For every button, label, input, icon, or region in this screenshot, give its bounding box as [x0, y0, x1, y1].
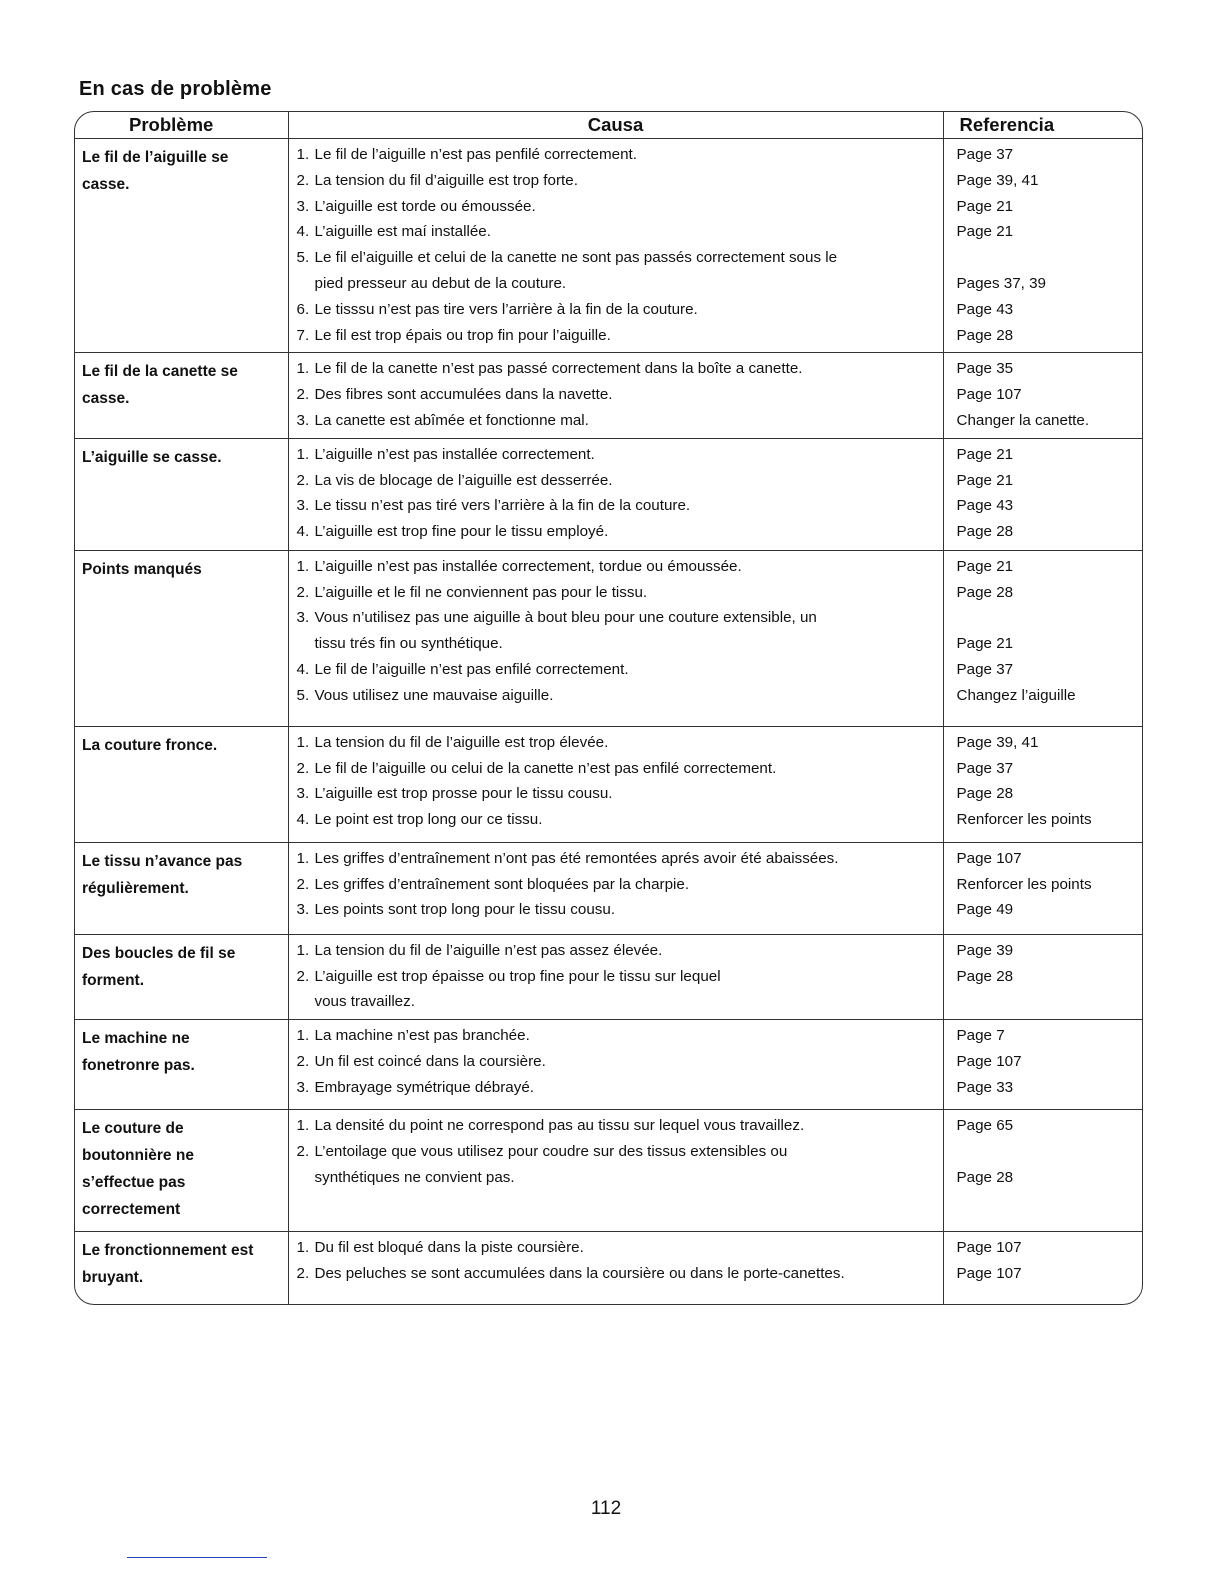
- problem-cell: [75, 139, 288, 353]
- cause-item: [297, 323, 939, 349]
- cause-cell: [288, 1232, 943, 1304]
- header-reference: Referencia: [943, 112, 1142, 139]
- cause-text: Les griffes d’entraînement n’ont pas été remontées aprés avoir été abaissées.: [314, 849, 839, 867]
- cause-text: L’aiguille n’est pas installée correctement.: [314, 445, 595, 463]
- cause-item: [297, 1049, 939, 1075]
- reference-item: Page 21: [956, 197, 1014, 215]
- cause-text: La canette est abîmée et fonctionne mal.: [314, 411, 589, 429]
- cause-text: L’aiguille est torde ou émoussée.: [314, 197, 536, 215]
- cause-item: [297, 781, 939, 807]
- reference-item: Page 37: [956, 759, 1014, 777]
- reference-item: Renforcer les points: [956, 811, 1092, 829]
- cause-number: 4.: [296, 660, 310, 678]
- cause-text: La densité du point ne correspond pas au tissu sur lequel vous travaillez.: [314, 1117, 805, 1135]
- cause-item: [297, 1235, 939, 1261]
- problem-cell: [75, 1020, 288, 1110]
- reference-item: Page 107: [956, 386, 1022, 404]
- cause-number: 3.: [296, 411, 310, 429]
- problem-cell: [75, 842, 288, 934]
- reference-item: Page 37: [956, 146, 1014, 163]
- problem-label: L’aiguille se casse.: [82, 448, 222, 466]
- table-row: [75, 139, 1142, 353]
- reference-item: Page 43: [956, 300, 1014, 318]
- reference-item: Page 107: [956, 849, 1022, 867]
- cause-text: L’aiguille est maí installée.: [314, 223, 491, 241]
- cause-number: 2.: [296, 1264, 310, 1282]
- cause-text: Le fil de la canette n’est pas passé correctement dans la boîte a canette.: [314, 360, 803, 378]
- reference-cell: [943, 139, 1142, 353]
- problem-label: Points manqués: [82, 560, 202, 578]
- cause-item: [297, 519, 939, 545]
- cause-number: 1.: [296, 1117, 310, 1135]
- cause-item: [297, 468, 939, 494]
- reference-item: Page 39, 41: [956, 733, 1039, 751]
- header-cause: Causa: [288, 112, 943, 139]
- cause-text: Embrayage symétrique débrayé.: [314, 1078, 534, 1096]
- reference-item: Page 49: [956, 901, 1014, 919]
- reference-item: Changer la canette.: [956, 411, 1090, 429]
- problem-label: Le fronctionnement est bruyant.: [82, 1242, 254, 1287]
- table-row: [75, 726, 1142, 842]
- reference-item: Page 107: [956, 1239, 1022, 1257]
- cause-text: Les griffes d’entraînement sont bloquées par la charpie.: [314, 875, 690, 893]
- cause-text: Le fil est trop épais ou trop fin pour l’aiguille.: [314, 326, 611, 344]
- problem-cell: [75, 438, 288, 550]
- cause-text: La tension du fil de l’aiguille est trop élevée.: [314, 733, 609, 751]
- page-number: 112: [590, 1498, 622, 1519]
- table-row: [75, 934, 1142, 1019]
- cause-cell: [288, 1020, 943, 1110]
- cause-item: [297, 846, 939, 872]
- reference-item: Page 107: [956, 1264, 1022, 1282]
- troubleshooting-table: [74, 111, 1143, 1305]
- reference-cell: [943, 353, 1142, 438]
- cause-text: L’aiguille et le fil ne conviennent pas pour le tissu.: [314, 583, 648, 601]
- reference-cell: [943, 550, 1142, 726]
- cause-item: [297, 554, 939, 580]
- cause-number: 6.: [296, 300, 310, 318]
- cause-item: [297, 872, 939, 898]
- cause-text: L’aiguille n’est pas installée correctement, tordue ou émoussée.: [314, 557, 742, 575]
- reference-item: Page 33: [956, 1078, 1014, 1096]
- cause-number: 1.: [296, 733, 310, 751]
- cause-text: Vous utilisez une mauvaise aiguille.: [314, 686, 554, 704]
- cause-item: [297, 219, 939, 245]
- reference-item: [957, 1139, 1139, 1165]
- cause-number: 1.: [296, 941, 310, 959]
- cause-item: [297, 1113, 939, 1139]
- cause-number: 1.: [296, 360, 310, 378]
- reference-item: Page 21: [956, 471, 1014, 489]
- reference-item: [957, 605, 1139, 631]
- reference-item: Renforcer les points: [956, 875, 1092, 893]
- cause-item: [297, 194, 939, 220]
- reference-item: Page 65: [956, 1117, 1014, 1135]
- cause-cell: [288, 353, 943, 438]
- cause-cell: [288, 139, 943, 353]
- cause-item: [297, 580, 939, 606]
- problem-label: Le couture de boutonnière ne s’effectue pas correctement: [82, 1120, 194, 1219]
- reference-item: Page 37: [956, 660, 1014, 678]
- header-problem: Problème: [75, 112, 288, 139]
- cause-text: La tension du fil d’aiguille est trop forte.: [314, 171, 578, 189]
- table-row: [75, 1110, 1142, 1232]
- cause-cell: [288, 726, 943, 842]
- reference-cell: [943, 726, 1142, 842]
- cause-item: [297, 964, 939, 1016]
- reference-cell: [943, 1020, 1142, 1110]
- reference-item: Page 28: [956, 1168, 1014, 1186]
- table-row: [75, 353, 1142, 438]
- cause-number: 3.: [296, 197, 310, 215]
- reference-item: Page 21: [956, 223, 1014, 241]
- cause-item: [297, 168, 939, 194]
- cause-text: L’aiguille est trop prosse pour le tissu cousu.: [314, 785, 613, 803]
- cause-text: Vous n’utilisez pas une aiguille à bout bleu pour une couture extensible, un tissu trés fin ou synthétique.: [314, 609, 817, 653]
- cause-number: 2.: [296, 759, 310, 777]
- cause-item: [297, 1261, 939, 1287]
- reference-item: Page 39, 41: [956, 171, 1039, 189]
- cause-number: 3.: [296, 785, 310, 803]
- cause-number: 2.: [296, 875, 310, 893]
- reference-item: Page 39: [956, 941, 1014, 959]
- cause-item: [297, 142, 939, 168]
- cause-number: 2.: [296, 386, 310, 404]
- cause-item: [297, 245, 939, 297]
- reference-item: Page 28: [956, 326, 1014, 344]
- table-row: [75, 438, 1142, 550]
- problem-cell: [75, 550, 288, 726]
- reference-item: Pages 37, 39: [956, 274, 1047, 292]
- table-row: [75, 1020, 1142, 1110]
- cause-text: L’aiguille est trop épaisse ou trop fine pour le tissu sur lequel vous travaillez.: [314, 967, 721, 1011]
- reference-item: Page 107: [956, 1052, 1022, 1070]
- cause-cell: [288, 438, 943, 550]
- cause-number: 3.: [296, 901, 310, 919]
- problem-cell: [75, 1232, 288, 1304]
- cause-number: 5.: [296, 249, 310, 267]
- cause-cell: [288, 842, 943, 934]
- cause-number: 1.: [296, 557, 310, 575]
- reference-cell: [943, 438, 1142, 550]
- problem-label: Des boucles de fil se forment.: [82, 944, 236, 989]
- reference-item: Page 28: [956, 785, 1014, 803]
- problem-cell: [75, 1110, 288, 1232]
- cause-text: Du fil est bloqué dans la piste coursière.: [314, 1239, 584, 1257]
- table-header-row: [75, 112, 1142, 139]
- cause-text: Le point est trop long our ce tissu.: [314, 811, 543, 829]
- cause-item: [297, 897, 939, 923]
- cause-item: [297, 1023, 939, 1049]
- cause-number: 1.: [296, 849, 310, 867]
- cause-text: Des fibres sont accumulées dans la navette.: [314, 386, 613, 404]
- table-row: [75, 550, 1142, 726]
- reference-item: Page 35: [956, 360, 1014, 378]
- reference-cell: [943, 934, 1142, 1019]
- cause-text: Le fil el’aiguille et celui de la canette ne sont pas passés correctement sous le pied presseur au debut de la couture.: [314, 249, 838, 292]
- problem-label: Le machine ne fonetronre pas.: [82, 1030, 195, 1075]
- cause-cell: [288, 1110, 943, 1232]
- cause-text: Les points sont trop long pour le tissu cousu.: [314, 901, 616, 919]
- cause-number: 4.: [296, 223, 310, 241]
- cause-number: 4.: [296, 523, 310, 541]
- cause-text: Le fil de l’aiguille n’est pas penfilé correctement.: [314, 146, 637, 163]
- cause-number: 2.: [296, 171, 310, 189]
- table-row: [75, 1232, 1142, 1304]
- reference-cell: [943, 842, 1142, 934]
- cause-item: [297, 1139, 939, 1191]
- reference-item: Page 21: [956, 445, 1014, 463]
- cause-text: Le tisssu n’est pas tire vers l’arrière à la fin de la couture.: [314, 300, 698, 318]
- reference-item: Changez l’aiguille: [956, 686, 1076, 704]
- cause-number: 1.: [296, 146, 310, 163]
- problem-label: Le tissu n’avance pas régulièrement.: [82, 852, 243, 897]
- cause-item: [297, 657, 939, 683]
- cause-item: [297, 442, 939, 468]
- cause-cell: [288, 550, 943, 726]
- reference-item: Page 7: [956, 1027, 1005, 1045]
- problem-cell: [75, 934, 288, 1019]
- footer-divider: [127, 1557, 267, 1558]
- cause-number: 3.: [296, 609, 310, 627]
- reference-item: Page 21: [956, 635, 1014, 653]
- reference-cell: [943, 1232, 1142, 1304]
- reference-cell: [943, 1110, 1142, 1232]
- cause-number: 2.: [296, 967, 310, 985]
- cause-text: Le fil de l’aiguille n’est pas enfilé correctement.: [314, 660, 629, 678]
- problem-label: Le fil de la canette se casse.: [82, 363, 238, 408]
- cause-item: [297, 605, 939, 657]
- cause-cell: [288, 934, 943, 1019]
- cause-number: 1.: [296, 1239, 310, 1257]
- problem-cell: [75, 726, 288, 842]
- cause-number: 4.: [296, 811, 310, 829]
- cause-text: La vis de blocage de l’aiguille est desserrée.: [314, 471, 613, 489]
- problem-label: La couture fronce.: [82, 736, 218, 754]
- cause-item: [297, 382, 939, 408]
- cause-text: L’entoilage que vous utilisez pour coudre sur des tissus extensibles ou synthétiques ne convient pas.: [314, 1142, 788, 1186]
- table-row: [75, 842, 1142, 934]
- reference-item: Page 21: [956, 557, 1014, 575]
- cause-number: 2.: [296, 471, 310, 489]
- cause-item: [297, 938, 939, 964]
- cause-number: 3.: [296, 1078, 310, 1096]
- cause-text: L’aiguille est trop fine pour le tissu employé.: [314, 523, 609, 541]
- cause-number: 5.: [296, 686, 310, 704]
- cause-item: [297, 356, 939, 382]
- cause-text: La tension du fil de l’aiguille n’est pas assez élevée.: [314, 941, 663, 959]
- cause-number: 2.: [296, 1142, 310, 1160]
- reference-item: Page 28: [956, 523, 1014, 541]
- cause-item: [297, 1075, 939, 1101]
- cause-text: La machine n’est pas branchée.: [314, 1027, 530, 1045]
- cause-item: [297, 297, 939, 323]
- problem-cell: [75, 353, 288, 438]
- cause-item: [297, 683, 939, 709]
- reference-item: Page 28: [956, 967, 1014, 985]
- cause-text: Un fil est coincé dans la coursière.: [314, 1052, 546, 1070]
- cause-number: 2.: [296, 1052, 310, 1070]
- cause-text: Le fil de l’aiguille ou celui de la canette n’est pas enfilé correctement.: [314, 759, 777, 777]
- cause-text: Des peluches se sont accumulées dans la coursière ou dans le porte-canettes.: [314, 1264, 845, 1282]
- cause-item: [297, 756, 939, 782]
- reference-item: [957, 245, 1139, 271]
- cause-number: 1.: [296, 1027, 310, 1045]
- cause-item: [297, 493, 939, 519]
- reference-item: Page 43: [956, 497, 1014, 515]
- cause-number: 7.: [296, 326, 310, 344]
- problem-label: Le fil de l’aiguille se casse.: [82, 149, 229, 193]
- reference-item: Page 28: [956, 583, 1014, 601]
- cause-item: [297, 730, 939, 756]
- cause-number: 2.: [296, 583, 310, 601]
- cause-number: 1.: [296, 445, 310, 463]
- cause-item: [297, 408, 939, 434]
- cause-text: Le tissu n’est pas tiré vers l’arrière à la fin de la couture.: [314, 497, 691, 515]
- cause-number: 3.: [296, 497, 310, 515]
- page-title: En cas de problème: [79, 78, 272, 100]
- cause-item: [297, 807, 939, 833]
